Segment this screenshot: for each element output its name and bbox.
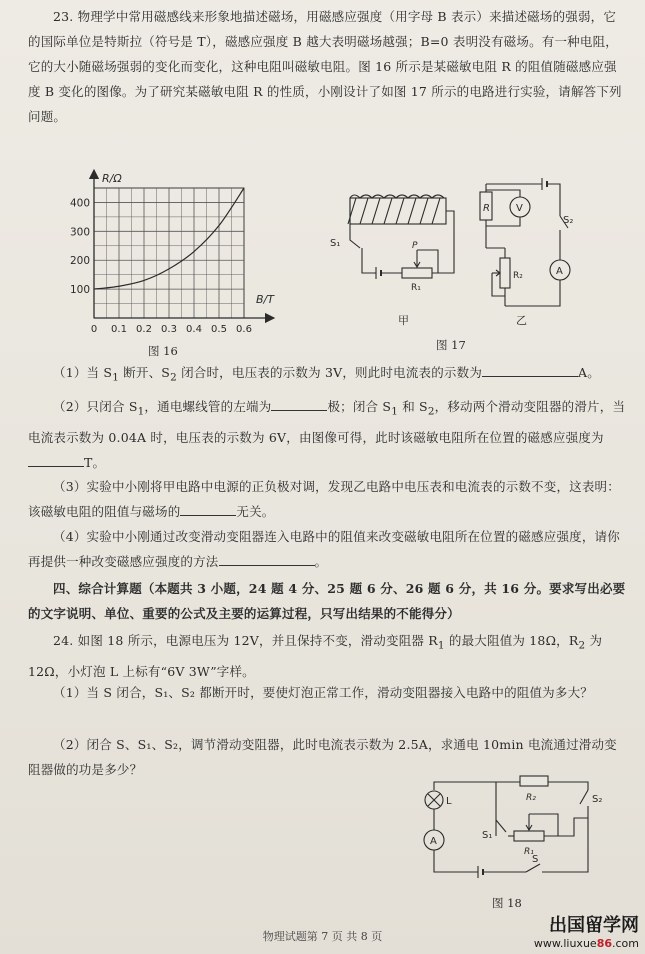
wire [434, 782, 588, 790]
q24-part1: （1）当 S 闭合，S₁、S₂ 都断开时，要使灯泡正常工作，滑动变阻器接入电路中的阻值为多大？ [53, 685, 593, 700]
wire [547, 184, 560, 216]
coil-turn [432, 198, 440, 224]
wire [362, 248, 376, 273]
q23-part2 [28, 394, 628, 475]
x-tick-label: 0 [90, 324, 98, 335]
fig16-ylabel: R/Ω [102, 172, 122, 185]
fig18-s1-label: S₁ [482, 830, 493, 841]
circuit-yi [480, 178, 570, 306]
text: 无关。 [236, 504, 275, 519]
text: 和 S [398, 399, 428, 414]
fig16-graph [60, 168, 275, 340]
wire [486, 190, 520, 197]
switch-s2 [580, 790, 588, 804]
page-footer: 物理试题第 7 页 共 8 页 [262, 930, 383, 943]
wire [558, 818, 588, 836]
text: （2）只闭合 S [53, 399, 138, 414]
text: 断开、S [119, 365, 171, 380]
coil-turn [396, 198, 404, 224]
switch-s [526, 864, 540, 872]
switch-s1 [496, 820, 506, 832]
switch-s1 [350, 226, 360, 248]
fig18-r2-label: R₂ [526, 793, 536, 803]
fig18-a-label: A [430, 836, 437, 847]
x-tick-label: 0.4 [186, 324, 202, 335]
wire [505, 280, 560, 306]
text: （1）当 S [53, 365, 113, 380]
circuit-jia [348, 195, 454, 279]
wire [542, 818, 588, 872]
section4-header: 四、综合计算题（本题共 3 小题，24 题 4 分、25 题 6 分、26 题 6 分，共 16 分。要求写出必要的文字说明、单位、重要的公式及主要的运算过程，只写出结果的不能得分） [28, 581, 626, 621]
jia-p-label: P [412, 241, 418, 251]
subscript: 1 [112, 371, 120, 384]
text: 为 12Ω，小灯泡 L 上标有“6V 3W”字样。 [28, 633, 603, 679]
fig18-s-label: S [532, 854, 539, 865]
coil-turn [384, 198, 392, 224]
y-tick-label: 300 [69, 226, 90, 239]
text: ，通电螺线管的左端为 [144, 399, 272, 414]
q24-part2: （2）闭合 S、S₁、S₂，调节滑动变阻器，此时电流表示数为 2.5A，求通电 10min 电流通过滑动变阻器做的功是多少？ [28, 737, 617, 777]
wire [492, 273, 505, 306]
wire [417, 250, 438, 273]
text: （3）实验中小刚将甲电路中电源的正负极对调，发现乙电路中电压表和电流表的示数不变，这表明：该磁敏电阻的阻值与磁场的 [28, 479, 620, 519]
answer-blank-2[interactable] [271, 398, 327, 411]
fig18-r1-label: R₁ [524, 847, 534, 857]
answer-blank-4[interactable] [180, 503, 236, 516]
answer-blank-3[interactable] [28, 454, 84, 467]
text: 闭合时，电压表的示数为 3V，则此时电流表的示数为 [176, 365, 483, 380]
subscript: 1 [391, 405, 399, 418]
resistor-r2 [520, 776, 548, 786]
fig17-caption: 图 17 [436, 338, 466, 352]
watermark-cn: 出国留学网 [549, 915, 639, 936]
y-tick-label: 200 [69, 255, 90, 268]
q23-part1 [28, 360, 628, 391]
jia-s1-label: S₁ [330, 238, 341, 249]
text: 。 [314, 554, 328, 569]
fig18-s2-label: S₂ [592, 794, 603, 805]
jia-r1-label: R₁ [411, 283, 421, 293]
x-tick-label: 0.6 [236, 324, 252, 335]
q24-stem [28, 628, 628, 684]
q23-part4 [28, 524, 628, 574]
fig16-caption: 图 16 [148, 344, 178, 358]
fig17-circuits [320, 178, 590, 328]
subscript: 2 [170, 371, 177, 384]
fig18-l-label: L [446, 796, 452, 807]
rheostat-r1 [402, 268, 432, 278]
watermark-url[interactable] [534, 937, 639, 950]
site-watermark [534, 911, 639, 950]
answer-blank-1[interactable] [482, 364, 578, 377]
coil-turn [348, 198, 356, 224]
text: ，移动两个滑动变阻器的滑片，当电流表示数为 0.04A 时，电压表的示数为 6V，由图像可得，此时该磁敏电阻所在位置的磁感应强度为 [28, 399, 626, 445]
url-part: .com [612, 937, 639, 950]
rheostat-r1 [514, 831, 544, 841]
url-part: www.liuxue [533, 937, 597, 950]
x-tick-label: 0.3 [161, 324, 177, 335]
subscript: 1 [137, 405, 145, 418]
yi-a-label: A [556, 266, 563, 277]
text: A。 [578, 365, 600, 380]
fig16-yticks [70, 197, 90, 296]
wire [486, 217, 520, 226]
text: 极；闭合 S [327, 399, 392, 414]
subscript: 2 [427, 405, 435, 418]
text: T。 [84, 454, 106, 470]
x-tick-label: 0.2 [136, 324, 152, 335]
yi-label: 乙 [516, 314, 527, 327]
text: 的最大阻值为 18Ω，R [444, 633, 579, 648]
wire [434, 850, 478, 872]
url-part: 86 [596, 937, 612, 950]
wire [432, 211, 454, 273]
fig16-xlabel: B/T [256, 293, 274, 306]
coil-turn [420, 198, 428, 224]
yi-s2-label: S₂ [563, 215, 574, 226]
fig18-caption: 图 18 [492, 896, 522, 910]
yi-r2-label: R₂ [513, 271, 523, 281]
rheostat-r2 [500, 258, 510, 288]
y-tick-label: 100 [69, 284, 90, 297]
coil-turn [360, 198, 368, 224]
yi-v-label: V [516, 203, 523, 214]
yi-r-label: R [483, 203, 490, 214]
answer-blank-5[interactable] [219, 553, 315, 566]
subscript: 1 [437, 639, 445, 652]
fig18-circuit [408, 770, 608, 895]
x-tick-label: 0.1 [111, 324, 127, 335]
q23-part3 [28, 474, 628, 524]
fig16-grid [94, 188, 244, 318]
y-tick-label: 400 [69, 197, 90, 210]
text: 24. 如图 18 所示，电源电压为 12V，并且保持不变，滑动变阻器 R [53, 633, 438, 648]
q23-stem: 23. 物理学中常用磁感线来形象地描述磁场，用磁感应强度（用字母 B 表示）来描述磁场的强弱，它的国际单位是特斯拉（符号是 T），磁感应强度 B 越大表明磁场越强；B=0 表明没有磁场。有一种电阻，它的大小随磁场强弱的变化而变化，这种电阻叫磁敏电阻。图 16 所示是某磁敏电阻 R 的阻值随磁感应强度 B 变化的图像。为了研究某磁敏电阻 R 的性质，小刚设计了如图 17 所示的电路进行实验，请解答下列问题。 [28, 9, 622, 124]
coil-turn [372, 198, 380, 224]
text: （4）实验中小刚通过改变滑动变阻器连入电路中的阻值来改变磁敏电阻所在位置的磁感应强度，请你再提供一种改变磁感应强度的方法 [28, 529, 620, 569]
subscript: 2 [578, 639, 586, 652]
x-tick-label: 0.5 [211, 324, 227, 335]
fig16-xticks [91, 324, 252, 335]
coil-turn [408, 198, 416, 224]
jia-label: 甲 [398, 314, 409, 327]
